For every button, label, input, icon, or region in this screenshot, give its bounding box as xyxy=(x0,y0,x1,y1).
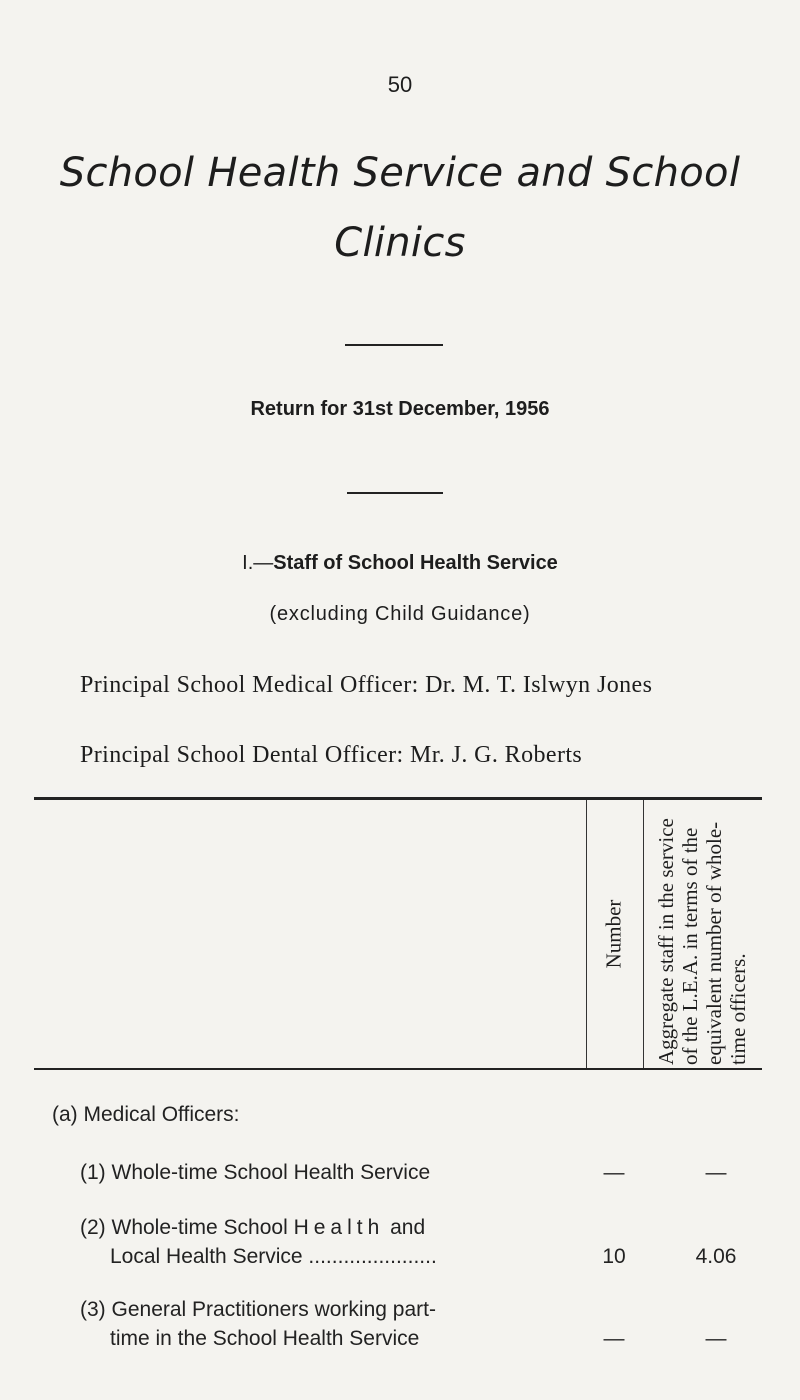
section-heading-text: Staff of School Health Service xyxy=(273,552,558,574)
table-row-label: (3) General Practitioners working part- xyxy=(80,1298,436,1321)
principal-medical-officer: Principal School Medical Officer: Dr. M. T. Islwyn Jones xyxy=(80,672,653,698)
principal-dental-officer: Principal School Dental Officer: Mr. J. G. Roberts xyxy=(80,742,583,768)
table-cell-number: — xyxy=(603,1161,625,1184)
page-number: 50 xyxy=(387,72,413,97)
section-heading xyxy=(0,552,800,575)
table-row-label: (1) Whole-time School Health Service xyxy=(80,1161,431,1184)
table-cell-aggregate: — xyxy=(705,1161,727,1184)
return-date-subtitle: Return for 31st December, 1956 xyxy=(250,398,550,420)
table-row-label-prefix: (2) Whole-time School xyxy=(80,1216,294,1239)
table-cell-number: — xyxy=(603,1327,625,1350)
column-separator-aggregate xyxy=(643,800,644,1068)
table-cell-aggregate: 4.06 xyxy=(695,1245,737,1268)
section-numeral: I.— xyxy=(242,552,274,574)
table-cell-number: 10 xyxy=(602,1245,626,1268)
divider-rule-bottom xyxy=(347,492,443,494)
table-row-label-continued: Local Health Service ...................... xyxy=(110,1245,437,1268)
table-row-label-suffix: and xyxy=(384,1216,426,1239)
divider-rule-top xyxy=(345,344,443,346)
column-header-number: Number xyxy=(601,899,626,969)
table-header-rule xyxy=(34,1068,762,1070)
section-subheading: (excluding Child Guidance) xyxy=(269,603,531,625)
column-header-aggregate: Aggregate staff in the service of the L.E.A. in terms of the equivalent number of whole-time officers. xyxy=(654,818,750,1065)
table-top-rule xyxy=(34,797,762,800)
table-row-label-continued: time in the School Health Service xyxy=(110,1327,420,1350)
table-row-label xyxy=(80,1216,425,1240)
page-title-line-2: Clinics xyxy=(334,220,466,266)
column-separator-number xyxy=(586,800,587,1068)
page-title-line-1: School Health Service and School xyxy=(59,150,741,196)
group-heading-medical-officers: (a) Medical Officers: xyxy=(52,1103,240,1126)
table-cell-aggregate: — xyxy=(705,1327,727,1350)
table-row-label-spaced: Health xyxy=(293,1216,385,1239)
